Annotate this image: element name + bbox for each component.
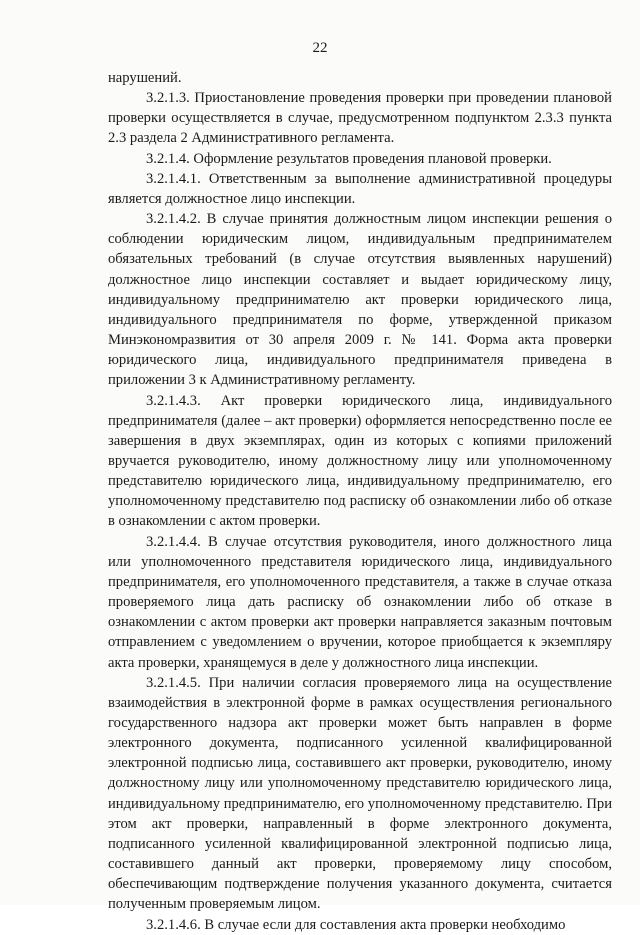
page-number: 22 — [312, 40, 328, 56]
paragraph: 3.2.1.4. Оформление результатов проведения плановой проверки. — [146, 150, 552, 167]
paragraph: 3.2.1.4.1. Ответственным за выполнение административной процедуры является должностное лицо инспекции. — [108, 170, 612, 207]
paragraph: 3.2.1.4.4. В случае отсутствия руководителя, иного должностного лица или уполномоченного представителя юридического лица, индивидуального предпринимателя, его уполномоченного представителя, а также в случае отказа проверяемого лица дать расписку об ознакомлении либо об отказе в ознакомлении с актом проверки акт проверки направляется заказным почтовым отправлением с уведомлением о вручении, которое приобщается к экземпляру акта проверки, хранящемуся в деле у должностного лица инспекции. — [108, 533, 612, 671]
document-body — [108, 68, 612, 935]
paragraph: нарушений. — [108, 70, 182, 86]
paragraph: 3.2.1.4.2. В случае принятия должностным лицом инспекции решения о соблюдении юридическим лицом, индивидуальным предпринимателем обязательных требований (в случае отсутствия выявленных нарушений) должностное лицо инспекции составляет и выдает юридическому лицу, индивидуальному предпринимателю акт проверки юридического лица, индивидуального предпринимателя по форме, утвержденной приказом Минэкономразвития от 30 апреля 2009 г. № 141. Форма акта проверки юридического лица, индивидуального предпринимателя приведена в приложении 3 к Административному регламенту. — [108, 211, 612, 389]
paragraph: 3.2.1.4.5. При наличии согласия проверяемого лица на осуществление взаимодействия в электронной форме в рамках осуществления регионального государственного надзора акт проверки может быть направлен в форме электронного документа, подписанного усиленной квалифицированной электронной подписью лица, составившего акт проверки, руководителю, иному должностному лицу или уполномоченному представителю юридического лица, индивидуальному предпринимателю, его уполномоченному представителю. При этом акт проверки, направленный в форме электронного документа, подписанного усиленной квалифицированной электронной подписью лица, составившего данный акт проверки, проверяемому лицу способом, обеспечивающим подтверждение получения указанного документа, считается полученным проверяемым лицом. — [108, 674, 612, 913]
paragraph: 3.2.1.3. Приостановление проведения проверки при проведении плановой проверки осуществляется в случае, предусмотренном подпунктом 2.3.3 пункта 2.3 раздела 2 Административного регламента. — [108, 90, 612, 147]
paragraph: 3.2.1.4.6. В случае если для составления акта проверки необходимо — [146, 916, 566, 933]
paragraph: 3.2.1.4.3. Акт проверки юридического лица, индивидуального предпринимателя (далее – акт проверки) оформляется непосредственно после ее завершения в двух экземплярах, один из которых с копиями приложений вручается руководителю, иному должностному лицу или уполномоченному представителю юридического лица, индивидуальному предпринимателю, его уполномоченному представителю под расписку об ознакомлении либо об отказе в ознакомлении с актом проверки. — [108, 392, 612, 530]
